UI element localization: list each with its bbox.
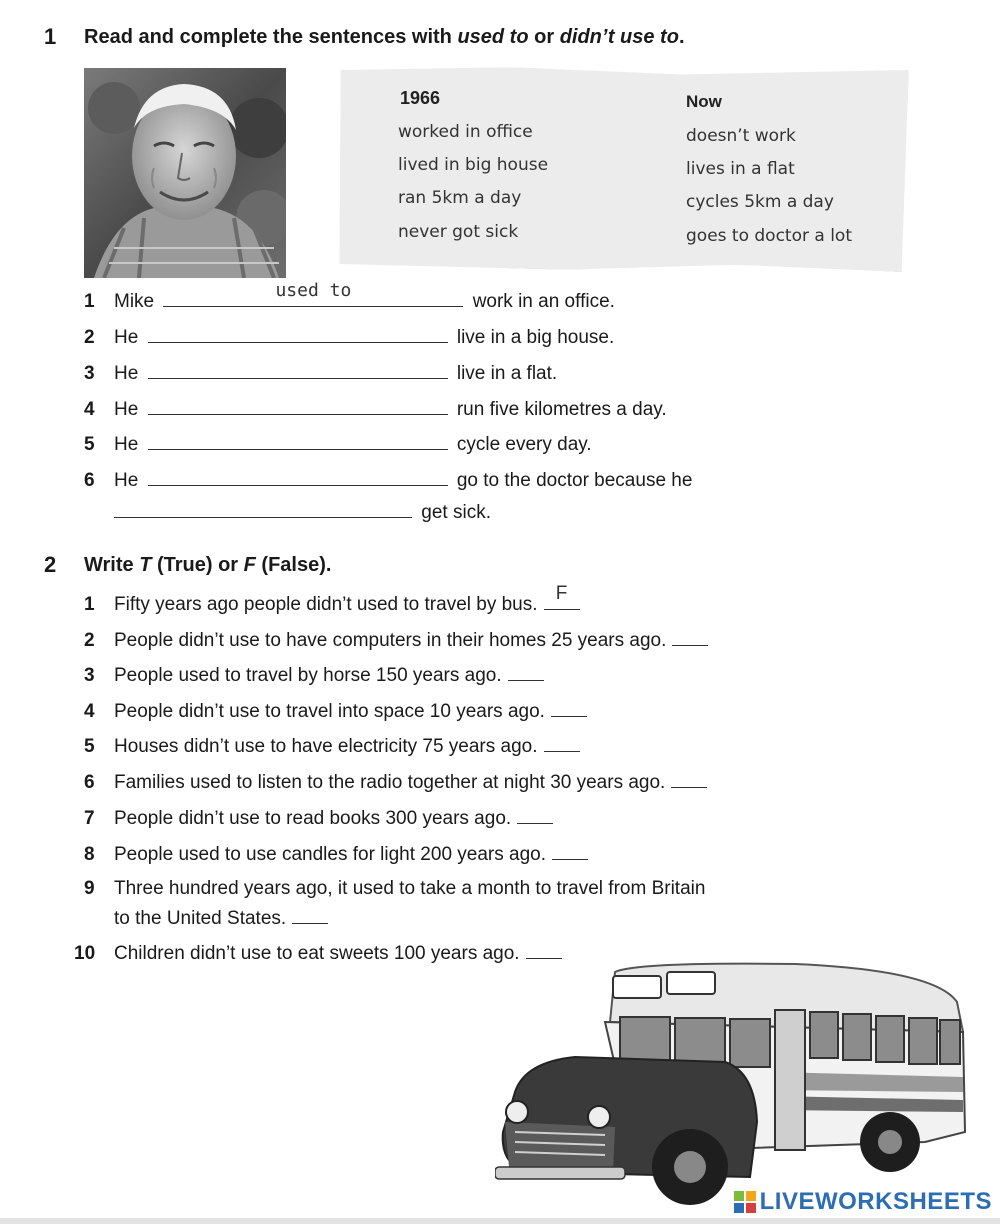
ex2-item-3 — [84, 662, 544, 689]
logo-text: LIVEWORKSHEETS — [759, 1188, 992, 1215]
item-number: 2 — [84, 630, 95, 651]
item-number: 6 — [84, 772, 95, 793]
item-rest: go to the doctor because he — [456, 470, 693, 491]
exercise-1-title — [84, 26, 685, 49]
title-part: (True) or — [151, 554, 244, 576]
item-subject: He — [114, 434, 139, 455]
ex2-item-2 — [84, 627, 708, 654]
item-number: 1 — [84, 291, 95, 312]
item-number: 6 — [84, 470, 95, 491]
answer-blank[interactable] — [148, 396, 448, 415]
ex2-item-9 — [84, 876, 705, 902]
answer-blank[interactable] — [517, 805, 553, 824]
item-rest: run five kilometres a day. — [456, 399, 667, 420]
title-part: or — [528, 26, 560, 48]
ex2-item-7 — [84, 805, 553, 832]
item-number: 4 — [84, 701, 95, 722]
item-text: Houses didn’t use to have electricity 75 years ago. — [114, 736, 538, 757]
answer-blank[interactable] — [148, 431, 448, 450]
item-number: 9 — [84, 878, 95, 899]
vintage-bus-photo — [495, 962, 967, 1212]
title-part-italic: didn’t use to — [559, 26, 679, 48]
then-item: lived in big house — [398, 155, 549, 175]
item-rest: live in a flat. — [456, 363, 558, 384]
exercise-2-title — [84, 554, 331, 577]
bottom-scrollbar[interactable] — [0, 1218, 1000, 1224]
ex1-item-6-line2 — [114, 499, 491, 526]
title-part-italic: used to — [457, 26, 529, 48]
ex2-item-6 — [84, 769, 707, 796]
item-number: 5 — [84, 434, 95, 455]
item-number: 4 — [84, 399, 95, 420]
item-text: People didn’t use to have computers in their homes 25 years ago. — [114, 630, 667, 651]
now-item: lives in a flat — [686, 159, 795, 179]
item-rest: work in an office. — [472, 291, 615, 312]
answer-blank[interactable] — [552, 841, 588, 860]
item-subject: Mike — [114, 291, 155, 312]
item-number: 10 — [74, 943, 96, 964]
item-rest: cycle every day. — [456, 434, 592, 455]
then-item: ran 5km a day — [398, 188, 522, 208]
now-item: goes to doctor a lot — [686, 226, 852, 246]
item-number: 1 — [84, 594, 95, 615]
ex2-item-5 — [84, 733, 580, 760]
answer-blank[interactable] — [672, 627, 708, 646]
answer-blank[interactable] — [544, 733, 580, 752]
item-text: People used to travel by horse 150 years ago. — [114, 665, 502, 686]
title-part: Read and complete the sentences with — [84, 26, 458, 48]
ex1-item-5 — [84, 431, 592, 458]
ex1-item-3 — [84, 360, 557, 387]
exercise-1-number: 1 — [44, 24, 57, 49]
item-text: Three hundred years ago, it used to take a month to travel from Britain — [114, 878, 706, 899]
item-text: People didn’t use to travel into space 10 years ago. — [114, 701, 545, 722]
answer-blank[interactable] — [148, 324, 448, 343]
item-number: 8 — [84, 844, 95, 865]
now-item: doesn’t work — [686, 126, 796, 146]
item-number: 2 — [84, 327, 95, 348]
ex2-item-9-line2 — [114, 905, 328, 932]
answer-blank[interactable] — [148, 360, 448, 379]
answer-text: used to — [275, 280, 352, 301]
ex2-item-8 — [84, 841, 588, 868]
item-text: Children didn’t use to eat sweets 100 years ago. — [114, 943, 520, 964]
ex2-item-4 — [84, 698, 587, 725]
liveworksheets-logo-icon — [734, 1191, 756, 1213]
title-part: . — [678, 26, 685, 48]
answer-blank[interactable] — [508, 662, 544, 681]
ex2-item-1 — [84, 583, 580, 618]
exercise-2-number: 2 — [44, 552, 57, 577]
ex1-item-6 — [84, 467, 692, 494]
item-text: to the United States. — [114, 908, 287, 929]
item-number: 5 — [84, 736, 95, 757]
ex2-item-10 — [74, 940, 562, 967]
item-number: 3 — [84, 665, 95, 686]
title-part: (False). — [255, 554, 332, 576]
answer-blank[interactable] — [114, 499, 412, 518]
answer-blank[interactable] — [148, 467, 448, 486]
ex1-item-4 — [84, 396, 667, 423]
item-number: 7 — [84, 808, 95, 829]
elderly-man-portrait-photo — [84, 68, 286, 278]
item-subject: He — [114, 327, 139, 348]
then-item: never got sick — [398, 222, 519, 242]
item-subject: He — [114, 470, 139, 491]
then-heading: 1966 — [400, 88, 441, 108]
answer-blank[interactable] — [163, 280, 463, 307]
answer-blank[interactable] — [544, 583, 580, 610]
item-text: People didn’t use to read books 300 years ago. — [114, 808, 512, 829]
title-part: Write — [84, 554, 140, 576]
item-number: 3 — [84, 363, 95, 384]
ex1-item-1 — [84, 280, 615, 315]
item-text: Fifty years ago people didn’t used to travel by bus. — [114, 594, 538, 615]
title-part-italic: F — [243, 554, 256, 576]
item-text: Families used to listen to the radio together at night 30 years ago. — [114, 772, 666, 793]
item-rest: get sick. — [421, 502, 491, 523]
answer-blank[interactable] — [671, 769, 707, 788]
then-item: worked in office — [398, 122, 533, 142]
item-rest: live in a big house. — [456, 327, 615, 348]
item-subject: He — [114, 399, 139, 420]
now-item: cycles 5km a day — [686, 192, 834, 212]
ex1-item-2 — [84, 324, 614, 351]
now-heading: Now — [686, 92, 722, 111]
answer-blank[interactable] — [526, 940, 562, 959]
item-subject: He — [114, 363, 139, 384]
liveworksheets-logo[interactable] — [734, 1188, 992, 1216]
answer-text: F — [555, 583, 568, 604]
answer-blank[interactable] — [551, 698, 587, 717]
answer-blank[interactable] — [292, 905, 328, 924]
title-part-italic: T — [139, 554, 152, 576]
item-text: People used to use candles for light 200 years ago. — [114, 844, 547, 865]
